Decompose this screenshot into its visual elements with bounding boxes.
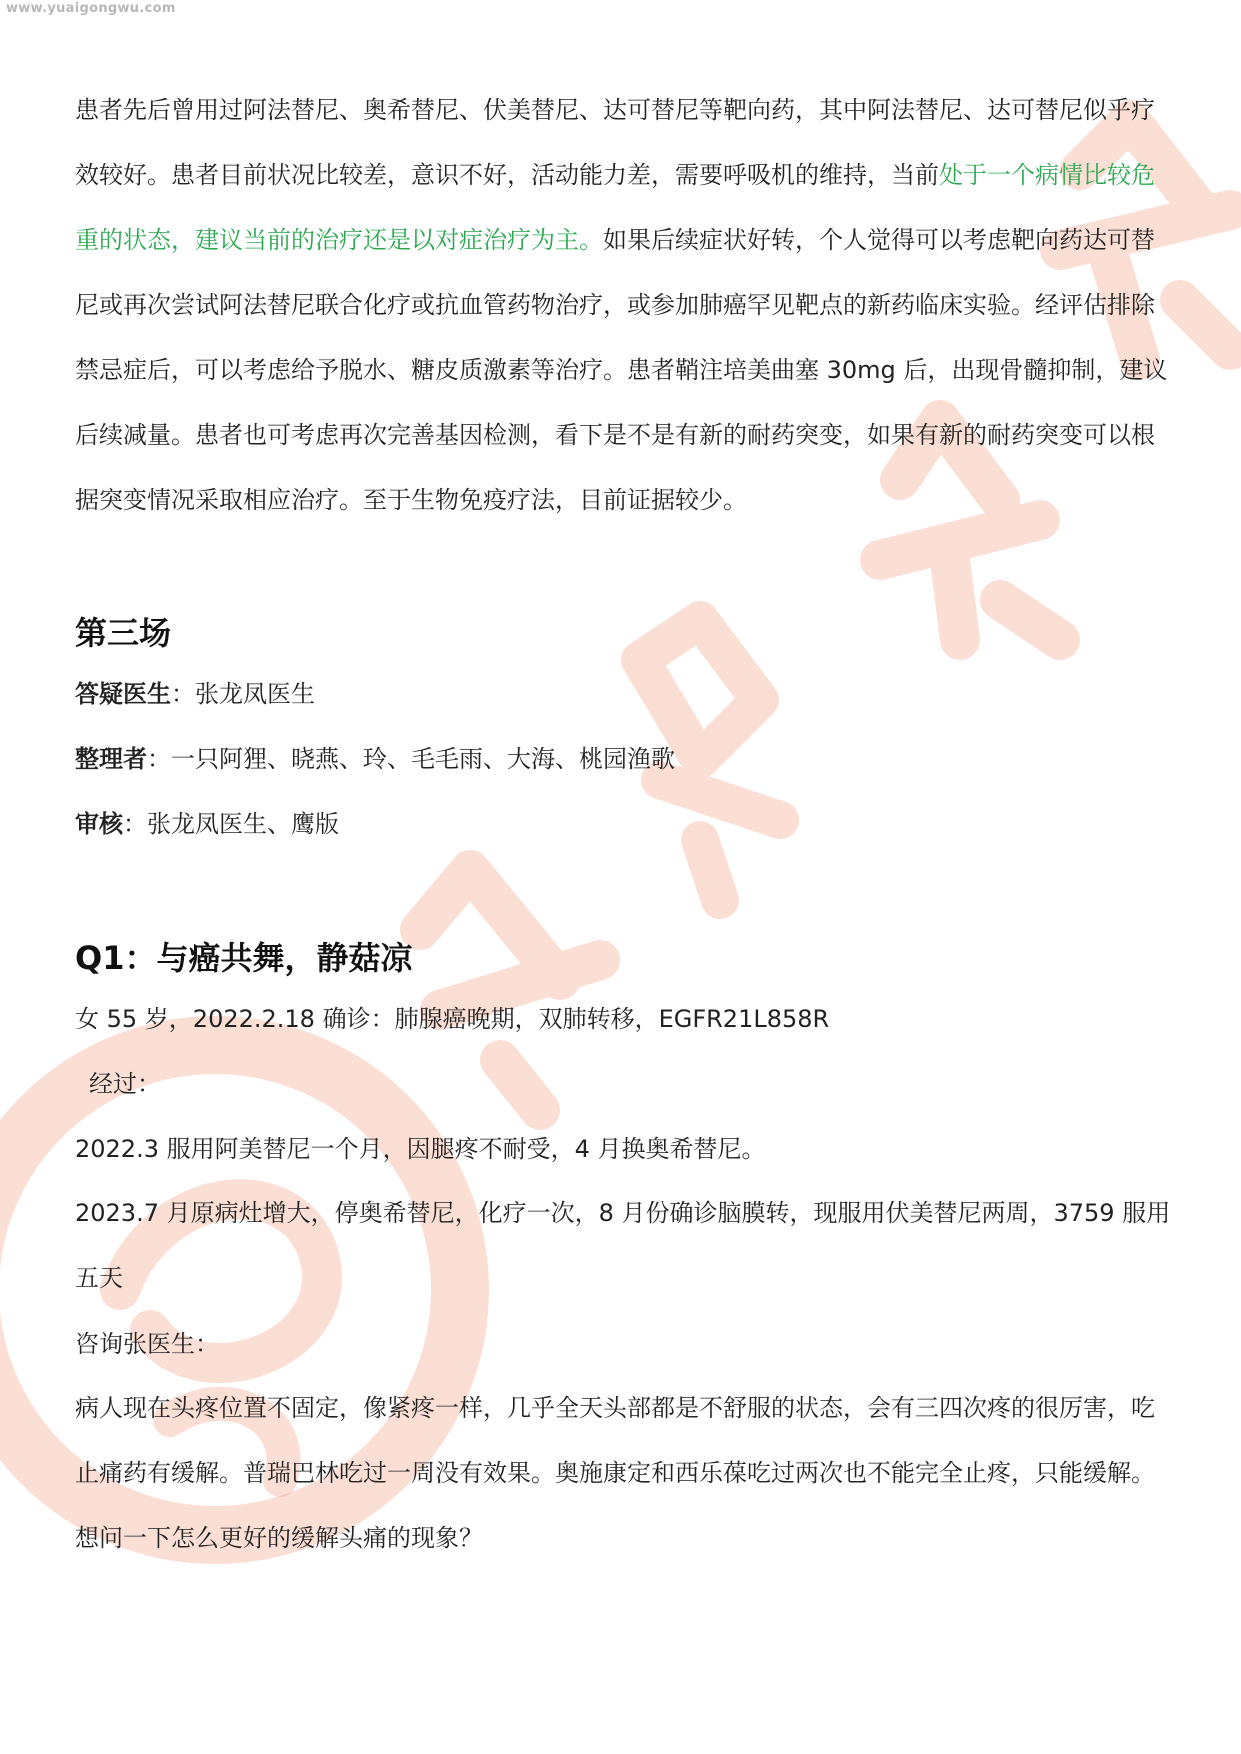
organizer-line — [75, 742, 675, 776]
question-title: Q1：与癌共舞，静菇凉 — [75, 939, 413, 977]
question-text: 病人现在头疼位置不固定，像紧疼一样，几乎全天头部都是不舒服的状态，会有三四次疼的很厉害，吃止痛药有缓解。普瑞巴林吃过一周没有效果。奥施康定和西乐葆吃过两次也不能完全止疼，只能缓解。想问一下怎么更好的缓解头痛的现象？ — [75, 1394, 1155, 1552]
timeline-entry-1: 2022.3 服用阿美替尼一个月，因腿疼不耐受，4 月换奥希替尼。 — [75, 1135, 766, 1163]
highlighted-advice: 处于一个病情比较危重的状态，建议当前的治疗还是以对症治疗为主。 — [75, 161, 1155, 254]
doctor-line — [75, 677, 315, 711]
timeline-entry-2: 2023.7 月原病灶增大，停奥希替尼，化疗一次，8 月份确诊脑膜转，现服用伏美替尼两周，3759 服用五天 — [75, 1199, 1171, 1292]
para1-text-a: 患者先后曾用过阿法替尼、奥希替尼、伏美替尼、达可替尼等靶向药，其中阿法替尼、达可替尼似乎疗效较好。患者目前状况比较差，意识不好，活动能力差，需要呼吸机的维持，当前 — [75, 96, 1155, 189]
reviewer-line — [75, 807, 339, 841]
reviewer-label: 审核 — [75, 810, 123, 838]
doctor-label: 答疑医生 — [75, 680, 171, 708]
ask-label: 咨询张医生： — [75, 1330, 219, 1358]
organizer-value: ：一只阿狸、晓燕、玲、毛毛雨、大海、桃园渔歌 — [147, 745, 675, 773]
section-title: 第三场 — [75, 614, 172, 652]
reviewer-value: ：张龙凤医生、鹰版 — [123, 810, 339, 838]
site-url[interactable]: www.yuaigongwu.com — [6, 1, 176, 16]
doctor-value: ：张龙凤医生 — [171, 680, 315, 708]
body-paragraph — [75, 78, 1175, 533]
organizer-label: 整理者 — [75, 745, 147, 773]
para1-text-b: 如果后续症状好转，个人觉得可以考虑靶向药达可替尼或再次尝试阿法替尼联合化疗或抗血管药物治疗，或参加肺癌罕见靶点的新药临床实验。经评估排除禁忌症后，可以考虑给予脱水、糖皮质激素等治疗。患者鞘注培美曲塞 30mg 后，出现骨髓抑制，建议后续减量。患者也可考虑再次完善基因检测，看下是不是有新的耐药突变，如果有新的耐药突变可以根据突变情况采取相应治疗。至于生物免疫疗法，目前证据较少。 — [75, 226, 1168, 514]
patient-intro: 女 55 岁，2022.2.18 确诊：肺腺癌晚期，双肺转移，EGFR21L858R — [75, 1005, 830, 1033]
process-label: 经过： — [89, 1070, 161, 1098]
